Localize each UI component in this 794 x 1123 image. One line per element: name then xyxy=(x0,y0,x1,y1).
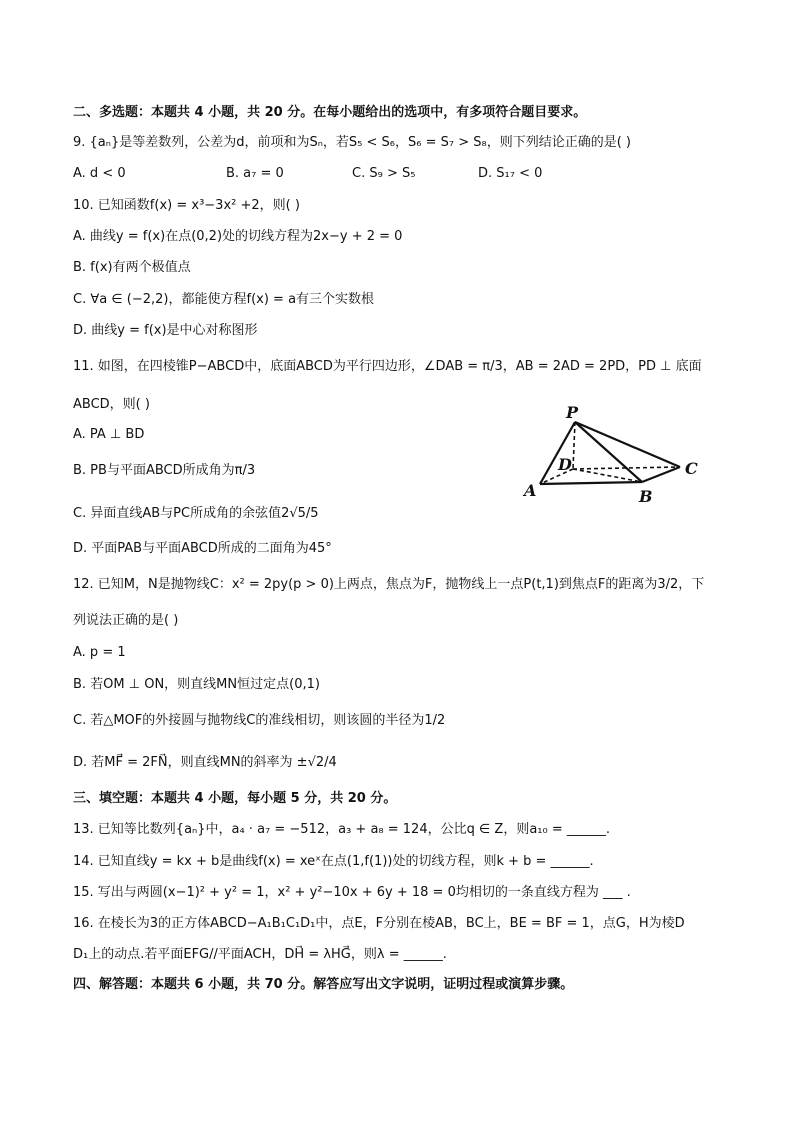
edge-ab xyxy=(540,482,642,484)
q11-option-c: C. 异面直线AB与PC所成角的余弦值2√5/5 xyxy=(73,506,319,521)
answer-section-header: 四、解答题：本题共 6 小题，共 70 分。解答应写出文字说明，证明过程或演算步骤。 xyxy=(73,977,574,992)
q16-line1: 16. 在棱长为3的正方体ABCD−A₁B₁C₁D₁中，点E，F分别在棱AB，BC上，BE = BF = 1，点G，H为棱D xyxy=(73,916,685,931)
edge-pc xyxy=(575,422,680,467)
q14-text: 14. 已知直线y = kx + b是曲线f(x) = xeˣ在点(1,f(1))处的切线方程，则k + b = ______. xyxy=(73,854,594,869)
q12-option-c: C. 若△MOF的外接圆与抛物线C的准线相切，则该圆的半径为1/2 xyxy=(73,713,446,728)
q9-option-a: A. d < 0 xyxy=(73,166,126,181)
q9-stem: 9. {aₙ}是等差数列，公差为d，前项和为Sₙ，若S₅ < S₆，S₆ = S₇ > S₈，则下列结论正确的是( ) xyxy=(73,135,631,150)
label-c: C xyxy=(685,459,698,478)
pyramid-figure xyxy=(520,400,710,510)
q10-stem: 10. 已知函数f(x) = x³−3x² +2，则( ) xyxy=(73,198,300,213)
edge-pd xyxy=(573,422,575,469)
q12-stem-line1: 12. 已知M，N是抛物线C：x² = 2py(p > 0)上两点，焦点为F，抛物线上一点P(t,1)到焦点F的距离为3/2，下 xyxy=(73,577,705,592)
q10-option-d: D. 曲线y = f(x)是中心对称图形 xyxy=(73,323,258,338)
q12-option-d: D. 若MF⃗ = 2FN⃗，则直线MN的斜率为 ±√2/4 xyxy=(73,755,337,770)
q9-option-c: C. S₉ > S₅ xyxy=(352,166,416,181)
fill-blank-section-header: 三、填空题：本题共 4 小题，每小题 5 分，共 20 分。 xyxy=(73,791,397,806)
label-d: D xyxy=(558,455,572,474)
q12-option-b: B. 若OM ⊥ ON，则直线MN恒过定点(0,1) xyxy=(73,677,320,692)
q11-stem-line1: 11. 如图，在四棱锥P−ABCD中，底面ABCD为平行四边形，∠DAB = π/3，AB = 2AD = 2PD，PD ⊥ 底面 xyxy=(73,359,702,374)
q9-option-b: B. a₇ = 0 xyxy=(226,166,284,181)
edge-pa xyxy=(540,422,575,484)
q11-stem-line2: ABCD，则( ) xyxy=(73,397,150,412)
q11-option-a: A. PA ⊥ BD xyxy=(73,427,145,442)
q16-line2: D₁上的动点.若平面EFG//平面ACH，DH⃗ = λHG⃗，则λ = ______. xyxy=(73,947,447,962)
q12-option-a: A. p = 1 xyxy=(73,645,126,660)
q13-text: 13. 已知等比数列{aₙ}中，a₄ · a₇ = −512，a₃ + a₈ = 124，公比q ∈ Z，则a₁₀ = ______. xyxy=(73,822,611,837)
edge-db xyxy=(573,469,642,482)
q9-option-d: D. S₁₇ < 0 xyxy=(478,166,543,181)
q10-option-b: B. f(x)有两个极值点 xyxy=(73,260,191,275)
edge-bc xyxy=(642,467,680,482)
q11-option-b: B. PB与平面ABCD所成角为π/3 xyxy=(73,463,256,478)
q15-text: 15. 写出与两圆(x−1)² + y² = 1，x² + y²−10x + 6y + 18 = 0均相切的一条直线方程为 ___ . xyxy=(73,885,631,900)
q10-option-c: C. ∀a ∈ (−2,2)，都能使方程f(x) = a有三个实数根 xyxy=(73,292,375,307)
label-b: B xyxy=(639,487,653,506)
label-p: P xyxy=(566,403,579,422)
q10-option-a: A. 曲线y = f(x)在点(0,2)处的切线方程为2x−y + 2 = 0 xyxy=(73,229,403,244)
edge-pb xyxy=(575,422,642,482)
label-a: A xyxy=(524,481,537,500)
multi-choice-section-header: 二、多选题：本题共 4 小题，共 20 分。在每小题给出的选项中，有多项符合题目要求。 xyxy=(73,105,587,120)
q12-stem-line2: 列说法正确的是( ) xyxy=(73,613,179,628)
q11-option-d: D. 平面PAB与平面ABCD所成的二面角为45° xyxy=(73,541,332,556)
